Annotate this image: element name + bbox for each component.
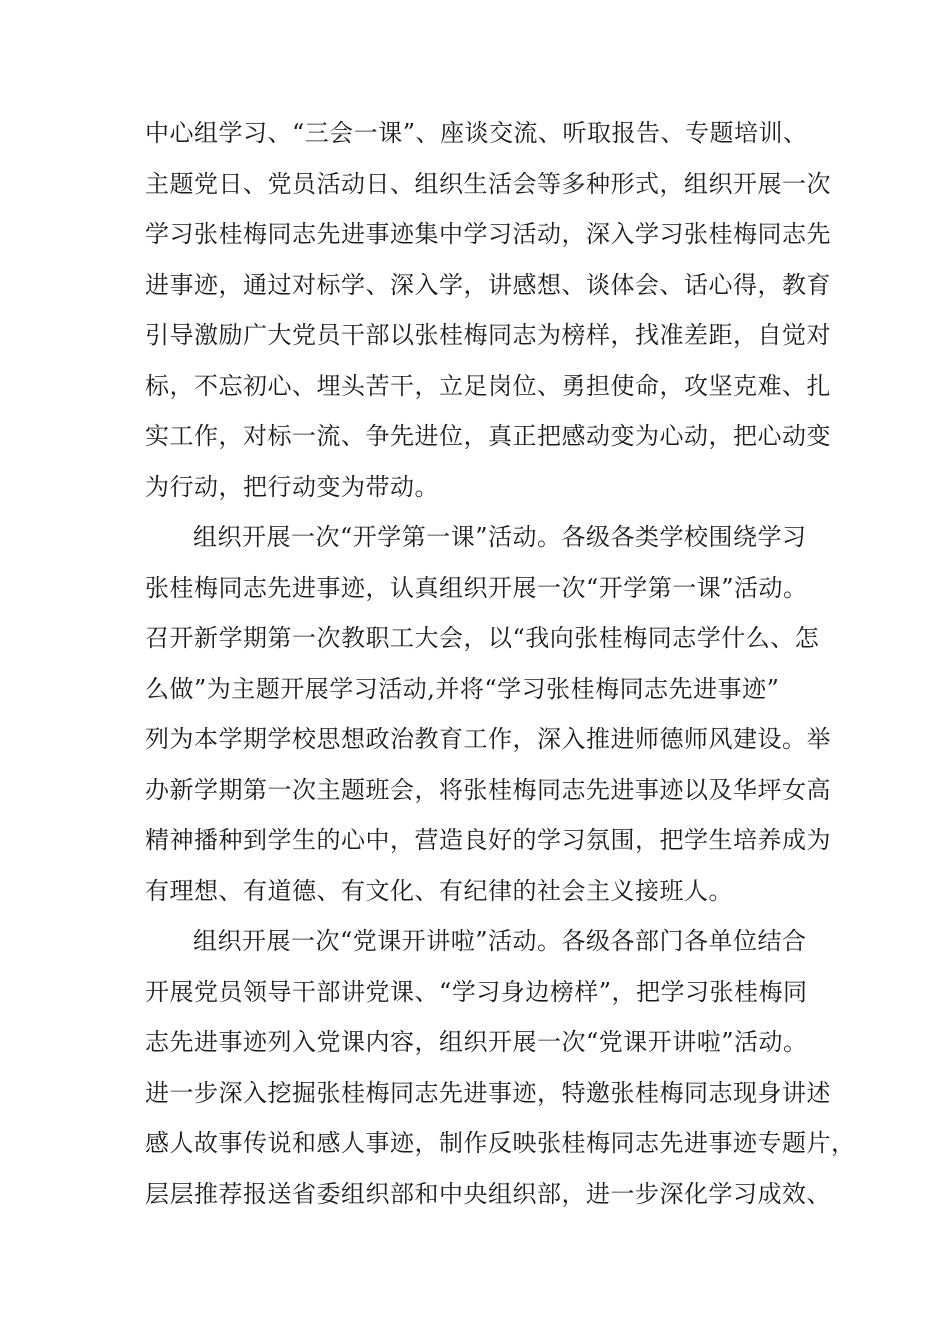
text-line: 有理想、有道德、有文化、有纪律的社会主义接班人。: [145, 876, 733, 905]
text-line: 组织开展一次“开学第一课”活动。各级各类学校围绕学习: [193, 523, 807, 551]
text-line: 标，不忘初心、埋头苦干，立足岗位、勇担使命，攻坚克难、扎: [145, 371, 831, 400]
text-line: 主题党日、党员活动日、组织生活会等多种形式，组织开展一次: [145, 169, 831, 198]
text-line: 实工作，对标一流、争先进位，真正把感动变为心动，把心动变: [145, 422, 831, 450]
text-line: 学习张桂梅同志先进事迹集中学习活动，深入学习张桂梅同志先: [145, 220, 831, 248]
text-line: 组织开展一次“党课开讲啦”活动。各级各部门各单位结合: [193, 927, 807, 955]
paragraph-3: [145, 916, 856, 1219]
text-line: 中心组学习、“三会一课”、座谈交流、听取报告、专题培训、: [145, 119, 808, 147]
text-line: 办新学期第一次主题班会，将张桂梅同志先进事迹以及华坪女高: [145, 775, 831, 804]
document-body: [145, 108, 856, 1219]
text-line: 层层推荐报送省委组织部和中央组织部，进一步深化学习成效、: [145, 1179, 831, 1208]
text-line: 志先进事迹列入党课内容，组织开展一次“党课开讲啦”活动。: [145, 1028, 808, 1056]
text-line: 召开新学期第一次教职工大会，以“我向张桂梅同志学什么、怎: [145, 624, 820, 652]
paragraph-2: [145, 512, 831, 916]
text-line: 么做”为主题开展学习活动,并将“学习张桂梅同志先进事迹”: [145, 674, 780, 703]
text-line: 感人故事传说和感人事迹，制作反映张桂梅同志先进事迹专题片，: [145, 1129, 856, 1157]
text-line: 张桂梅同志先进事迹，认真组织开展一次“开学第一课”活动。: [145, 573, 808, 602]
text-line: 进事迹，通过对标学、深入学，讲感想、谈体会、话心得，教育: [145, 270, 831, 299]
text-line: 开展党员领导干部讲党课、“学习身边榜样”，把学习张桂梅同: [145, 977, 808, 1006]
text-line: 进一步深入挖掘张桂梅同志先进事迹，特邀张桂梅同志现身讲述: [145, 1078, 831, 1107]
text-line: 列为本学期学校思想政治教育工作，深入推进师德师风建设。举: [145, 725, 831, 753]
text-line: 引导激励广大党员干部以张桂梅同志为榜样，找准差距，自觉对: [145, 321, 831, 349]
text-line: 精神播种到学生的心中，营造良好的学习氛围，把学生培养成为: [145, 826, 831, 854]
text-line: 为行动，把行动变为带动。: [145, 472, 439, 501]
paragraph-1: [145, 108, 831, 512]
